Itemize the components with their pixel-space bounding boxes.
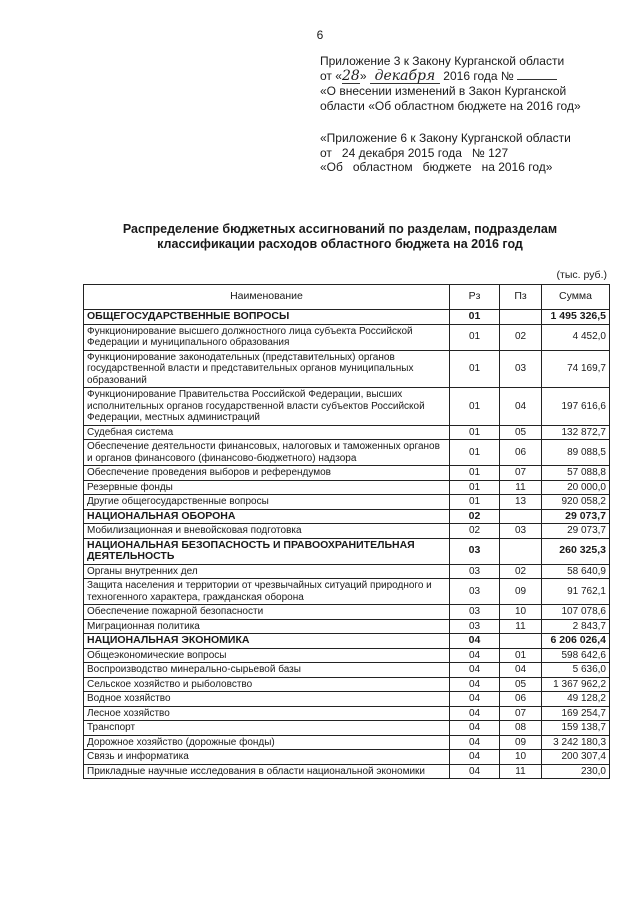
cell-name: НАЦИОНАЛЬНАЯ ОБОРОНА <box>84 509 450 524</box>
cell-sum: 107 078,6 <box>542 605 610 620</box>
cell-sum: 132 872,7 <box>542 425 610 440</box>
cell-sum: 20 000,0 <box>542 480 610 495</box>
table-row <box>84 648 610 663</box>
table-row <box>84 466 610 481</box>
cell-rz: 03 <box>450 605 500 620</box>
cell-sum: 598 642,6 <box>542 648 610 663</box>
cell-name: Мобилизационная и вневойсковая подготовка <box>84 524 450 539</box>
table-row <box>84 524 610 539</box>
cell-name: Транспорт <box>84 721 450 736</box>
table-row <box>84 750 610 765</box>
header-pz: Пз <box>500 285 542 310</box>
table-row <box>84 480 610 495</box>
cell-name: Функционирование Правительства Российской Федерации, высших исполнительных органов государственной власти субъектов Российской Федерации, местных администраций <box>84 388 450 426</box>
cell-sum: 1 367 962,2 <box>542 677 610 692</box>
table-section-row <box>84 538 610 564</box>
cell-sum: 57 088,8 <box>542 466 610 481</box>
cell-pz: 03 <box>500 524 542 539</box>
table-row <box>84 440 610 466</box>
cell-pz: 11 <box>500 619 542 634</box>
cell-sum: 3 242 180,3 <box>542 735 610 750</box>
table-row <box>84 721 610 736</box>
cell-sum: 1 495 326,5 <box>542 310 610 325</box>
table-section-row <box>84 509 610 524</box>
cell-rz: 04 <box>450 648 500 663</box>
table-header-row <box>84 285 610 310</box>
cell-sum: 74 169,7 <box>542 350 610 388</box>
cell-rz: 04 <box>450 750 500 765</box>
original-law-reference <box>320 131 571 175</box>
cell-sum: 58 640,9 <box>542 564 610 579</box>
document-title: Распределение бюджетных ассигнований по разделам, подразделам классификации расходов областного бюджета на 2016 год <box>122 222 558 251</box>
appendix-date-line: от «28» декабря 2016 года № <box>320 69 581 85</box>
cell-pz: 09 <box>500 735 542 750</box>
cell-sum: 159 138,7 <box>542 721 610 736</box>
cell-pz <box>500 310 542 325</box>
cell-sum: 91 762,1 <box>542 579 610 605</box>
cell-pz: 11 <box>500 764 542 779</box>
table-row <box>84 425 610 440</box>
cell-sum: 6 206 026,4 <box>542 634 610 649</box>
cell-rz: 02 <box>450 524 500 539</box>
cell-rz: 01 <box>450 495 500 510</box>
table-row <box>84 735 610 750</box>
cell-rz: 01 <box>450 324 500 350</box>
cell-rz: 04 <box>450 663 500 678</box>
cell-sum: 169 254,7 <box>542 706 610 721</box>
cell-pz: 02 <box>500 324 542 350</box>
cell-pz: 10 <box>500 605 542 620</box>
cell-rz: 01 <box>450 480 500 495</box>
cell-pz: 06 <box>500 440 542 466</box>
table-row <box>84 619 610 634</box>
cell-rz: 04 <box>450 764 500 779</box>
cell-rz: 01 <box>450 440 500 466</box>
cell-rz: 03 <box>450 619 500 634</box>
table-row <box>84 605 610 620</box>
cell-name: Судебная система <box>84 425 450 440</box>
cell-rz: 04 <box>450 692 500 707</box>
cell-name: Обеспечение пожарной безопасности <box>84 605 450 620</box>
cell-name: Прикладные научные исследования в области национальной экономики <box>84 764 450 779</box>
cell-rz: 04 <box>450 721 500 736</box>
cell-name: ОБЩЕГОСУДАРСТВЕННЫЕ ВОПРОСЫ <box>84 310 450 325</box>
cell-name: НАЦИОНАЛЬНАЯ БЕЗОПАСНОСТЬ И ПРАВООХРАНИТЕЛЬНАЯ ДЕЯТЕЛЬНОСТЬ <box>84 538 450 564</box>
header-sum: Сумма <box>542 285 610 310</box>
budget-table <box>83 284 610 779</box>
cell-name: НАЦИОНАЛЬНАЯ ЭКОНОМИКА <box>84 634 450 649</box>
cell-rz: 04 <box>450 634 500 649</box>
cell-rz: 01 <box>450 466 500 481</box>
cell-name: Обеспечение проведения выборов и референдумов <box>84 466 450 481</box>
cell-pz: 03 <box>500 350 542 388</box>
header-name: Наименование <box>84 285 450 310</box>
handwritten-day: 28 <box>342 67 360 84</box>
cell-sum: 2 843,7 <box>542 619 610 634</box>
table-row <box>84 663 610 678</box>
header-rz: Рз <box>450 285 500 310</box>
cell-pz: 05 <box>500 677 542 692</box>
cell-name: Функционирование законодательных (представительных) органов государственной власти и представительных органов муниципальных образований <box>84 350 450 388</box>
cell-pz: 02 <box>500 564 542 579</box>
table-row <box>84 764 610 779</box>
cell-pz <box>500 509 542 524</box>
table-section-row <box>84 634 610 649</box>
handwritten-month: декабря <box>370 69 440 85</box>
cell-sum: 29 073,7 <box>542 524 610 539</box>
cell-rz: 02 <box>450 509 500 524</box>
cell-name: Водное хозяйство <box>84 692 450 707</box>
cell-sum: 5 636,0 <box>542 663 610 678</box>
table-row <box>84 677 610 692</box>
table-row <box>84 495 610 510</box>
cell-pz: 04 <box>500 663 542 678</box>
cell-sum: 29 073,7 <box>542 509 610 524</box>
cell-name: Функционирование высшего должностного лица субъекта Российской Федерации и муниципального образования <box>84 324 450 350</box>
cell-rz: 01 <box>450 388 500 426</box>
cell-pz <box>500 634 542 649</box>
cell-name: Лесное хозяйство <box>84 706 450 721</box>
cell-sum: 230,0 <box>542 764 610 779</box>
cell-rz: 04 <box>450 677 500 692</box>
number-blank <box>517 79 557 80</box>
cell-name: Дорожное хозяйство (дорожные фонды) <box>84 735 450 750</box>
table-row <box>84 692 610 707</box>
cell-sum: 200 307,4 <box>542 750 610 765</box>
cell-rz: 03 <box>450 579 500 605</box>
cell-name: Миграционная политика <box>84 619 450 634</box>
cell-name: Общеэкономические вопросы <box>84 648 450 663</box>
cell-name: Органы внутренних дел <box>84 564 450 579</box>
cell-pz: 04 <box>500 388 542 426</box>
cell-sum: 920 058,2 <box>542 495 610 510</box>
table-row <box>84 564 610 579</box>
cell-name: Связь и информатика <box>84 750 450 765</box>
cell-pz: 07 <box>500 466 542 481</box>
appendix-line-4: области «Об областном бюджете на 2016 год» <box>320 98 581 113</box>
table-row <box>84 350 610 388</box>
cell-name: Резервные фонды <box>84 480 450 495</box>
original-line-1: «Приложение 6 к Закону Курганской области <box>320 131 571 145</box>
cell-rz: 03 <box>450 564 500 579</box>
cell-rz: 04 <box>450 706 500 721</box>
cell-name: Воспроизводство минерально-сырьевой базы <box>84 663 450 678</box>
cell-pz: 09 <box>500 579 542 605</box>
table-row <box>84 324 610 350</box>
cell-pz: 11 <box>500 480 542 495</box>
cell-pz: 10 <box>500 750 542 765</box>
table-row <box>84 388 610 426</box>
table-row <box>84 706 610 721</box>
table-row <box>84 579 610 605</box>
original-line-2: от 24 декабря 2015 года № 127 <box>320 145 509 160</box>
table-body <box>84 310 610 779</box>
units-note: (тыс. руб.) <box>556 269 607 281</box>
cell-name: Сельское хозяйство и рыболовство <box>84 677 450 692</box>
cell-pz: 07 <box>500 706 542 721</box>
cell-pz: 06 <box>500 692 542 707</box>
original-line-3: «Об областном бюджете на 2016 год» <box>320 160 553 174</box>
cell-sum: 197 616,6 <box>542 388 610 426</box>
cell-sum: 89 088,5 <box>542 440 610 466</box>
page-number: 6 <box>316 28 324 42</box>
cell-name: Защита населения и территории от чрезвычайных ситуаций природного и техногенного характера, гражданская оборона <box>84 579 450 605</box>
cell-pz <box>500 538 542 564</box>
cell-rz: 01 <box>450 310 500 325</box>
cell-sum: 260 325,3 <box>542 538 610 564</box>
table-section-row <box>84 310 610 325</box>
cell-rz: 04 <box>450 735 500 750</box>
cell-sum: 4 452,0 <box>542 324 610 350</box>
appendix-line-3: «О внесении изменений в Закон Курганской <box>320 84 567 98</box>
cell-pz: 08 <box>500 721 542 736</box>
cell-rz: 01 <box>450 350 500 388</box>
cell-pz: 13 <box>500 495 542 510</box>
cell-rz: 03 <box>450 538 500 564</box>
cell-name: Обеспечение деятельности финансовых, налоговых и таможенных органов и органов финансового (финансово-бюджетного) надзора <box>84 440 450 466</box>
cell-sum: 49 128,2 <box>542 692 610 707</box>
appendix-line-1: Приложение 3 к Закону Курганской области <box>320 54 565 68</box>
appendix-header <box>320 54 581 113</box>
cell-pz: 01 <box>500 648 542 663</box>
cell-rz: 01 <box>450 425 500 440</box>
cell-pz: 05 <box>500 425 542 440</box>
cell-name: Другие общегосударственные вопросы <box>84 495 450 510</box>
